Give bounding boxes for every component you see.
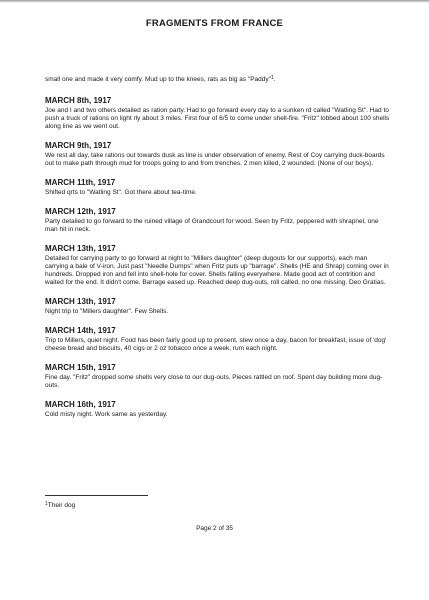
entry-date: MARCH 14th, 1917 <box>45 326 116 335</box>
entry-date: MARCH 13th, 1917 <box>45 244 116 253</box>
lead-paragraph <box>45 74 390 84</box>
diary-entry <box>45 297 390 316</box>
entry-date: MARCH 12th, 1917 <box>45 207 116 216</box>
footnote-marker: 1 <box>45 501 48 507</box>
entry-body: Cold misty night. Work same as yesterday. <box>45 411 168 418</box>
entry-date: MARCH 11th, 1917 <box>45 178 116 187</box>
entry-date: MARCH 15th, 1917 <box>45 363 116 372</box>
entry-date: MARCH 13th, 1917 <box>45 297 116 306</box>
page-title: FRAGMENTS FROM FRANCE <box>145 18 284 29</box>
entry-date: MARCH 8th, 1917 <box>45 96 112 105</box>
footnote <box>45 500 75 510</box>
entry-body: Party detailed to go forward to the ruined village of Grandcourt for wood. Seen by Fritz, peppered with shrapnel, one man hit in neck. <box>45 218 379 233</box>
diary-entry <box>45 96 390 131</box>
footnote-text: Their dog <box>47 502 76 509</box>
entry-body: Joe and I and two others detailed as ration party. Had to go forward every day to a sunken rd called "Watling St". Had to push a truck of rations on light rly about 3 miles. First four of 6/5 to come under shell-fire. "Fritz" lobbed about 100 shells along line as we went out. <box>45 107 390 130</box>
diary-entry <box>45 363 390 390</box>
entry-body: Detailed for carrying party to go forward at night to "Millers daughter" (deep dugouts for our supports), each man carrying a bale of V-iron. Just past "Needle Dumps" when Fritz puts up "barrage". Shells (HE and Shrap) coming over in hundreds. Dropped iron and fell into shell-hole for cover. Shells falling everywhere. Made good act of contrition and waited for the end. It didn't come. Barrage eased up. Reached deep dug-outs, roll called, no one missing. Deo Gratias. <box>45 255 389 286</box>
lead-text: small one and made it very comfy. Mud up to the knees, rats as big as "Paddy" <box>45 76 271 83</box>
entry-body: Fine day. "Fritz" dropped some shells very close to our dug-outs. Pieces rattled on roof. Spent day building more dug-outs. <box>45 374 383 389</box>
page-number: Page 2 of 35 <box>196 525 233 532</box>
diary-entry <box>45 400 390 419</box>
entry-body: Trip to Millers, quiet night. Food has been fairly good up to present, stew once a day, bacon for breakfast, issue of 'dog' cheese bread and biscuits, 40 cigs or 2 oz tobacco once a week, rum each night. <box>45 337 387 352</box>
diary-entry <box>45 326 390 353</box>
footnote-reference: 1 <box>270 75 274 81</box>
diary-entry <box>45 244 390 287</box>
diary-entry <box>45 178 390 197</box>
entry-body: We rest all day, take rations out towards dusk as line is under observation of enemy. Rest of Coy carrying duck-boards out to make path through mud for troops going to and from trenches. 2 men killed, 2 wounded. (None of our boys). <box>45 152 385 167</box>
entry-date: MARCH 16th, 1917 <box>45 400 116 409</box>
diary-entry <box>45 141 390 168</box>
footnote-divider <box>45 495 148 496</box>
entry-body: Night trip to "Millers daughter". Few Shells. <box>45 308 169 315</box>
entry-date: MARCH 9th, 1917 <box>45 141 112 150</box>
scan-edge <box>0 0 429 3</box>
entry-body: Shifted qrts to "Watling St". Got there about tea-time. <box>45 189 197 196</box>
journal-content <box>45 74 390 429</box>
diary-entry <box>45 207 390 234</box>
lead-after: . <box>273 76 276 83</box>
